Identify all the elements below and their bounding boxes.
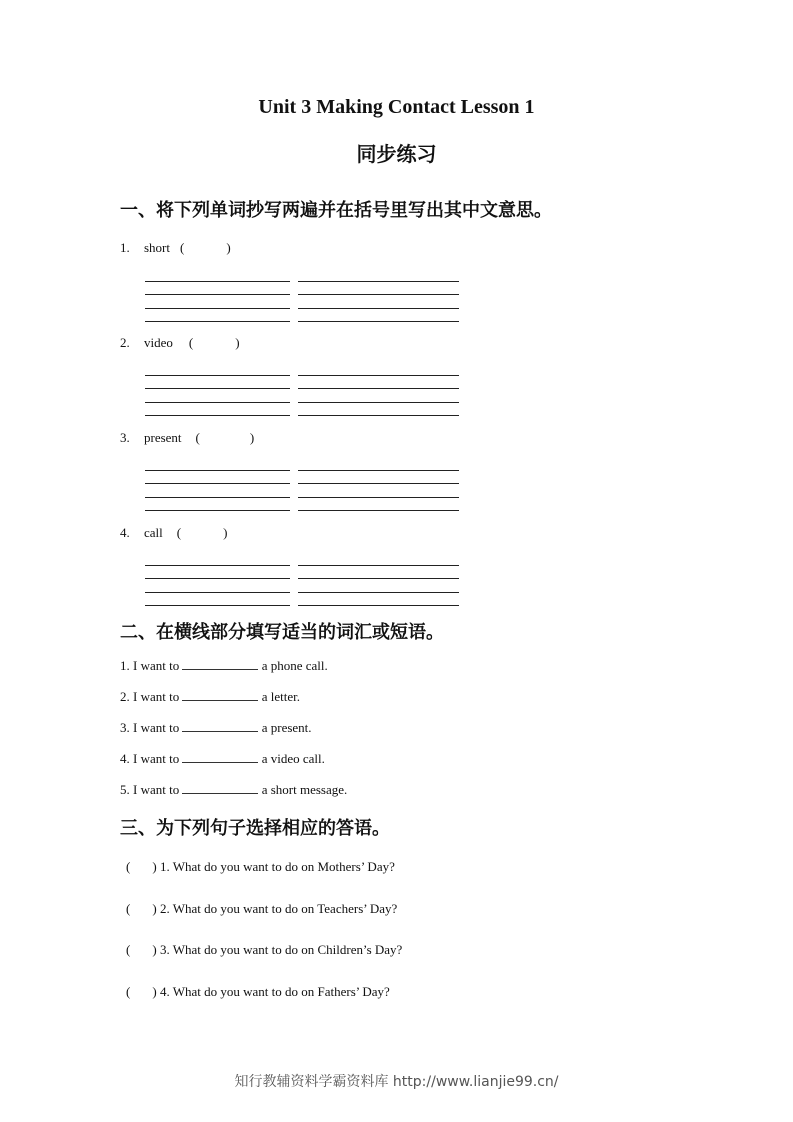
paren-open: ( bbox=[180, 240, 185, 255]
paren-close: ) bbox=[226, 240, 231, 255]
item-word: call bbox=[144, 525, 163, 540]
item-number: 4. bbox=[120, 525, 130, 540]
item-number: 2. bbox=[120, 335, 130, 350]
writing-lines-1[interactable] bbox=[145, 281, 460, 323]
answer-paren-close: ) bbox=[152, 901, 157, 916]
section2-heading: 二、在横线部分填写适当的词汇或短语。 bbox=[120, 622, 444, 643]
answer-blank[interactable] bbox=[182, 750, 258, 763]
writing-lines-4[interactable] bbox=[145, 565, 460, 607]
item-word: video bbox=[144, 335, 173, 350]
answer-blank[interactable] bbox=[182, 688, 258, 701]
answer-paren-open[interactable]: ( bbox=[126, 859, 131, 874]
section3-heading: 三、为下列句子选择相应的答语。 bbox=[120, 818, 390, 839]
fill-item-5: 5. I want to a short message. bbox=[120, 782, 348, 797]
answer-blank[interactable] bbox=[182, 657, 258, 670]
copy-item-1 bbox=[120, 240, 231, 256]
footer-watermark: 知行教辅资料学霸资料库 http://www.lianjie99.cn/ bbox=[234, 1074, 559, 1090]
fill-item-2: 2. I want to a letter. bbox=[120, 689, 300, 704]
paren-close: ) bbox=[249, 430, 255, 445]
copy-item-4 bbox=[120, 525, 227, 541]
choice-item-2: ( ) 2. What do you want to do on Teachers’ Day? bbox=[126, 901, 398, 916]
answer-paren-close: ) bbox=[152, 984, 157, 999]
item-word: present bbox=[144, 430, 182, 445]
answer-paren-close: ) bbox=[152, 942, 157, 957]
answer-paren-open[interactable]: ( bbox=[126, 984, 131, 999]
item-word: short bbox=[144, 240, 170, 255]
page-subtitle: 同步练习 bbox=[356, 142, 437, 166]
answer-paren-close: ) bbox=[152, 859, 157, 874]
writing-lines-3[interactable] bbox=[145, 470, 460, 512]
page-title: Unit 3 Making Contact Lesson 1 bbox=[258, 96, 535, 118]
answer-paren-open[interactable]: ( bbox=[126, 942, 131, 957]
answer-blank[interactable] bbox=[182, 781, 258, 794]
paren-open: ( bbox=[188, 335, 194, 350]
choice-item-4: ( ) 4. What do you want to do on Fathers’ Day? bbox=[126, 984, 390, 999]
item-number: 3. bbox=[120, 430, 130, 445]
writing-lines-2[interactable] bbox=[145, 375, 460, 417]
choice-item-3: ( ) 3. What do you want to do on Children’s Day? bbox=[126, 942, 403, 957]
copy-item-3 bbox=[120, 430, 254, 446]
fill-item-4: 4. I want to a video call. bbox=[120, 751, 325, 766]
fill-item-1: 1. I want to a phone call. bbox=[120, 658, 328, 673]
paren-close: ) bbox=[223, 525, 228, 540]
paren-close: ) bbox=[235, 335, 240, 350]
fill-item-3: 3. I want to a present. bbox=[120, 720, 312, 735]
choice-item-1: ( ) 1. What do you want to do on Mothers’ Day? bbox=[126, 859, 395, 874]
paren-open: ( bbox=[195, 430, 200, 445]
paren-open: ( bbox=[176, 525, 182, 540]
answer-paren-open[interactable]: ( bbox=[126, 901, 131, 916]
copy-item-2 bbox=[120, 335, 240, 351]
section1-heading: 一、将下列单词抄写两遍并在括号里写出其中文意思。 bbox=[120, 200, 552, 221]
answer-blank[interactable] bbox=[182, 719, 258, 732]
item-number: 1. bbox=[120, 240, 130, 255]
